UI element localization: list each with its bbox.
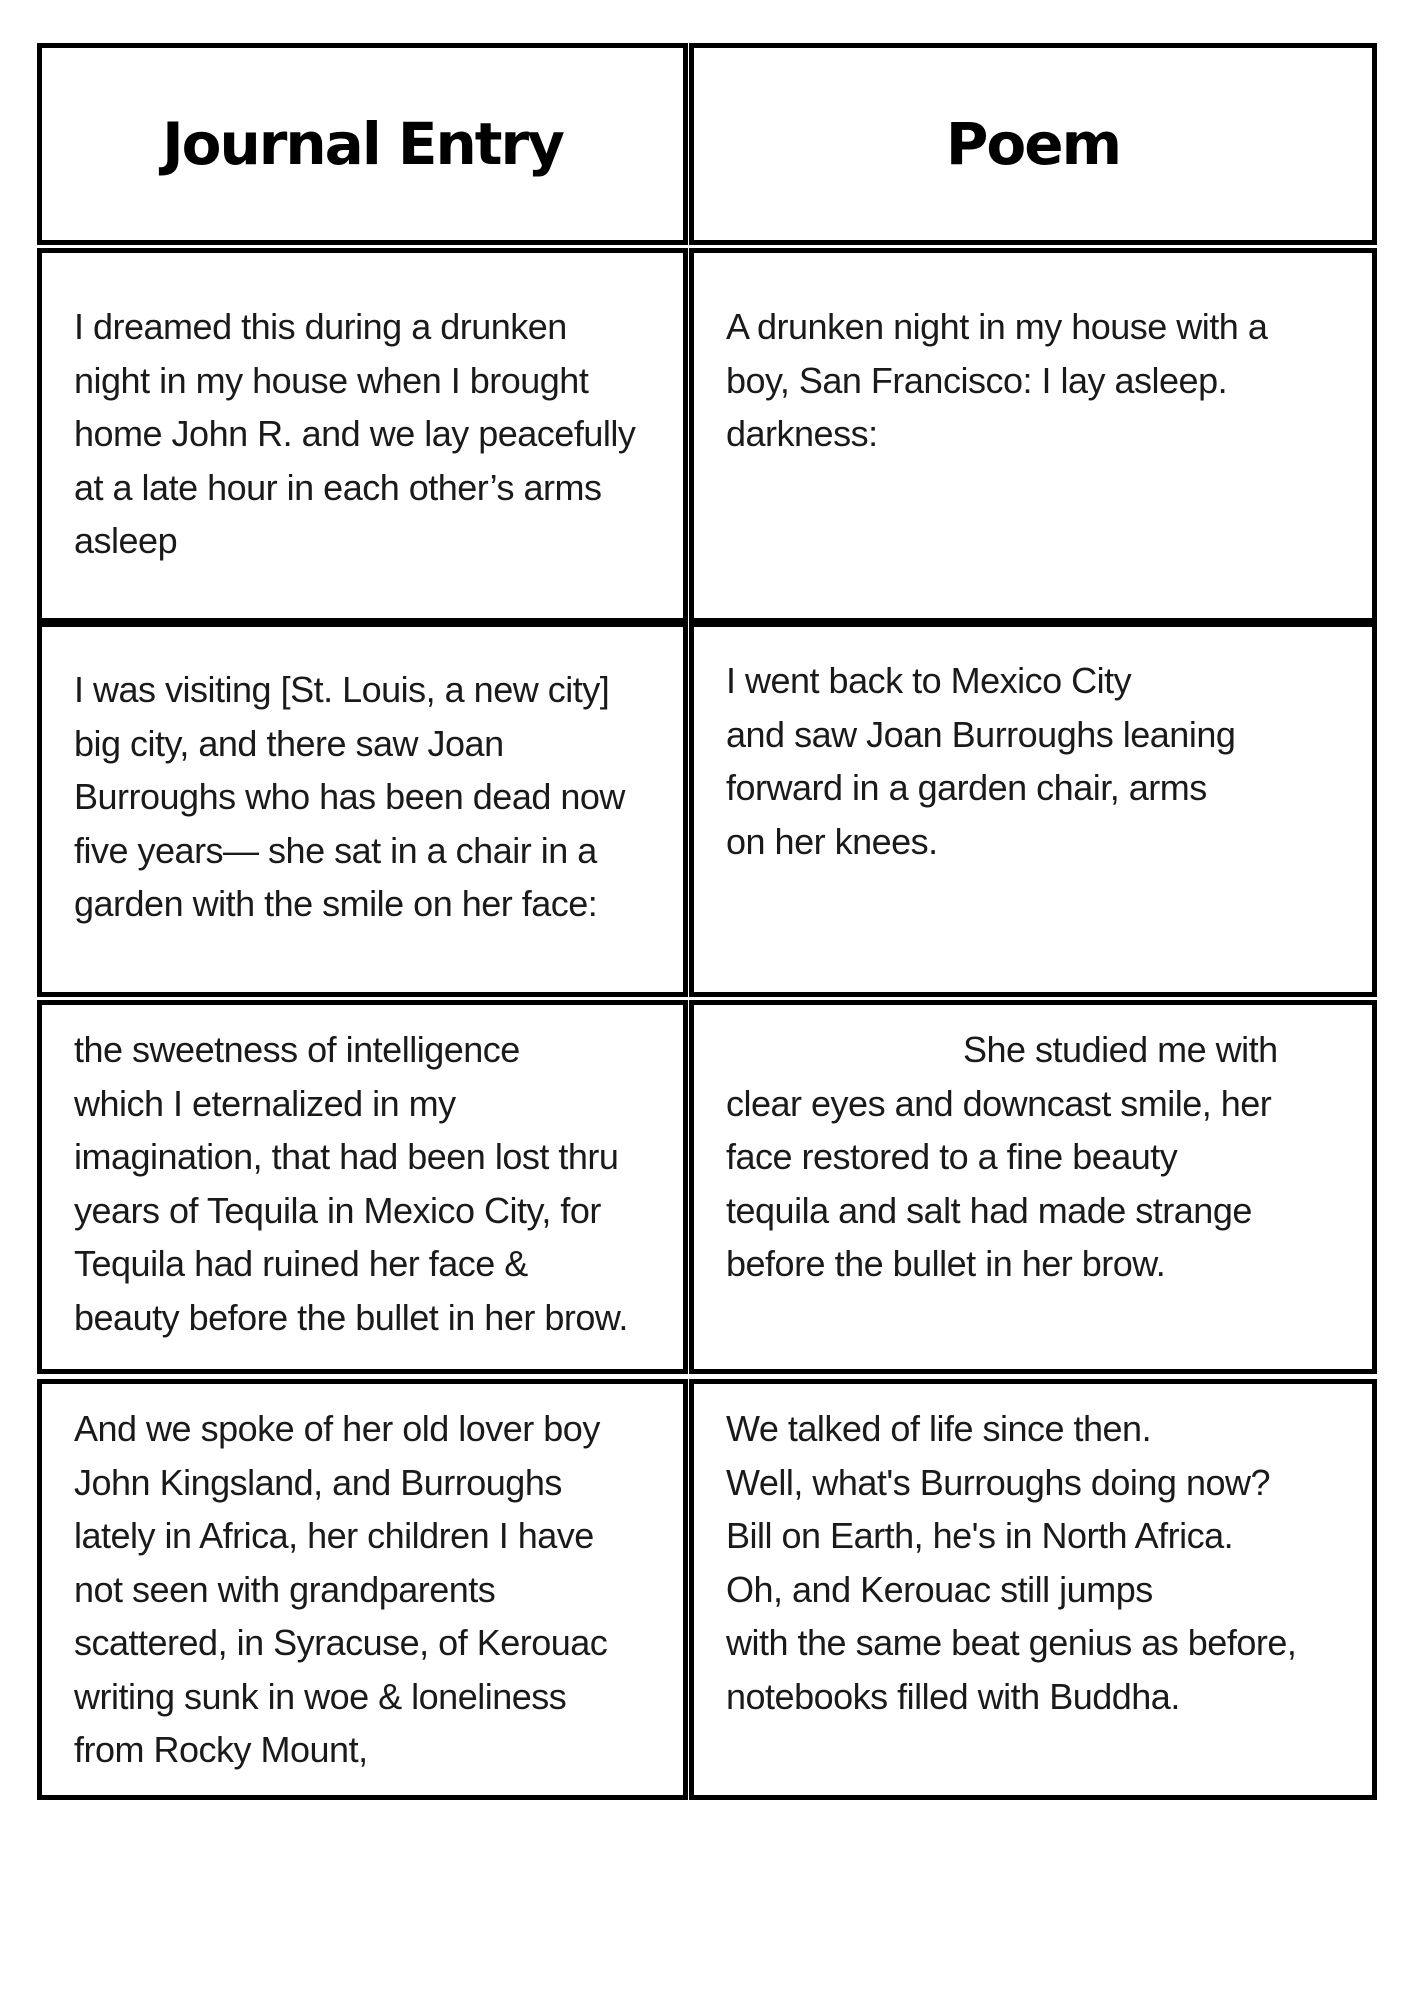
poem-text-4 (726, 1402, 1358, 1723)
journal-line: beauty before the bullet in her brow. (74, 1296, 628, 1338)
journal-line: five years— she sat in a chair in a (74, 829, 597, 871)
poem-line: notebooks filled with Buddha. (726, 1675, 1180, 1717)
journal-line: years of Tequila in Mexico City, for (74, 1189, 601, 1231)
journal-text-2 (74, 663, 669, 931)
journal-entry-header: Journal Entry (162, 110, 563, 178)
journal-line: at a late hour in each other’s arms (74, 466, 602, 508)
journal-line: the sweetness of intelligence (74, 1029, 520, 1070)
journal-line: which I eternalized in my (74, 1082, 456, 1124)
poem-text-1 (726, 300, 1358, 461)
poem-line: with the same beat genius as before, (726, 1622, 1297, 1663)
journal-text-3 (74, 1023, 669, 1344)
journal-line: night in my house when I brought (74, 359, 589, 401)
poem-line: boy, San Francisco: I lay asleep. (726, 359, 1228, 401)
journal-line: And we spoke of her old lover boy (74, 1408, 600, 1449)
journal-line: not seen with grandparents (74, 1568, 496, 1610)
poem-line: She studied me with (963, 1029, 1278, 1070)
poem-line: face restored to a fine beauty (726, 1136, 1178, 1177)
poem-line: We talked of life since then. (726, 1408, 1152, 1449)
journal-line: lately in Africa, her children I have (74, 1515, 594, 1556)
poem-line: forward in a garden chair, arms (726, 767, 1207, 808)
poem-cell-3 (689, 1000, 1377, 1374)
poem-cell-1 (689, 248, 1377, 623)
journal-cell-2 (37, 622, 688, 997)
journal-line: scattered, in Syracuse, of Kerouac (74, 1622, 608, 1663)
journal-text-4 (74, 1402, 669, 1777)
journal-text-1 (74, 300, 669, 568)
poem-cell-2 (689, 622, 1377, 997)
journal-cell-1 (37, 248, 688, 623)
poem-line: A drunken night in my house with a (726, 306, 1268, 347)
journal-line: I was visiting [St. Louis, a new city] (74, 669, 610, 710)
poem-line: I went back to Mexico City (726, 660, 1132, 701)
journal-entry-header-cell (37, 43, 688, 245)
journal-line: I dreamed this during a drunken (74, 306, 567, 347)
poem-text-2 (726, 654, 1358, 868)
journal-line: imagination, that had been lost thru (74, 1136, 619, 1177)
journal-line: from Rocky Mount, (74, 1729, 368, 1770)
journal-line: Burroughs who has been dead now (74, 776, 625, 817)
journal-line: John Kingsland, and Burroughs (74, 1461, 562, 1503)
journal-line: asleep (74, 520, 178, 561)
poem-text-3 (726, 1023, 1358, 1291)
poem-line: before the bullet in her brow. (726, 1243, 1166, 1284)
poem-header: Poem (945, 110, 1121, 178)
journal-line: writing sunk in woe & loneliness (74, 1675, 567, 1717)
journal-cell-3 (37, 1000, 688, 1374)
journal-cell-4 (37, 1379, 688, 1800)
poem-header-cell (689, 43, 1377, 245)
poem-line: and saw Joan Burroughs leaning (726, 713, 1236, 755)
poem-cell-4 (689, 1379, 1377, 1800)
journal-line: Tequila had ruined her face & (74, 1243, 528, 1284)
poem-line: clear eyes and downcast smile, her (726, 1082, 1272, 1124)
poem-line: Well, what's Burroughs doing now? (726, 1461, 1271, 1503)
journal-line: garden with the smile on her face: (74, 883, 598, 924)
poem-line: on her knees. (726, 820, 938, 862)
poem-line: Bill on Earth, he's in North Africa. (726, 1515, 1234, 1556)
journal-line: big city, and there saw Joan (74, 722, 504, 764)
poem-line: tequila and salt had made strange (726, 1189, 1252, 1231)
poem-line: darkness: (726, 413, 878, 454)
poem-line: Oh, and Kerouac still jumps (726, 1568, 1153, 1610)
journal-line: home John R. and we lay peacefully (74, 413, 636, 454)
